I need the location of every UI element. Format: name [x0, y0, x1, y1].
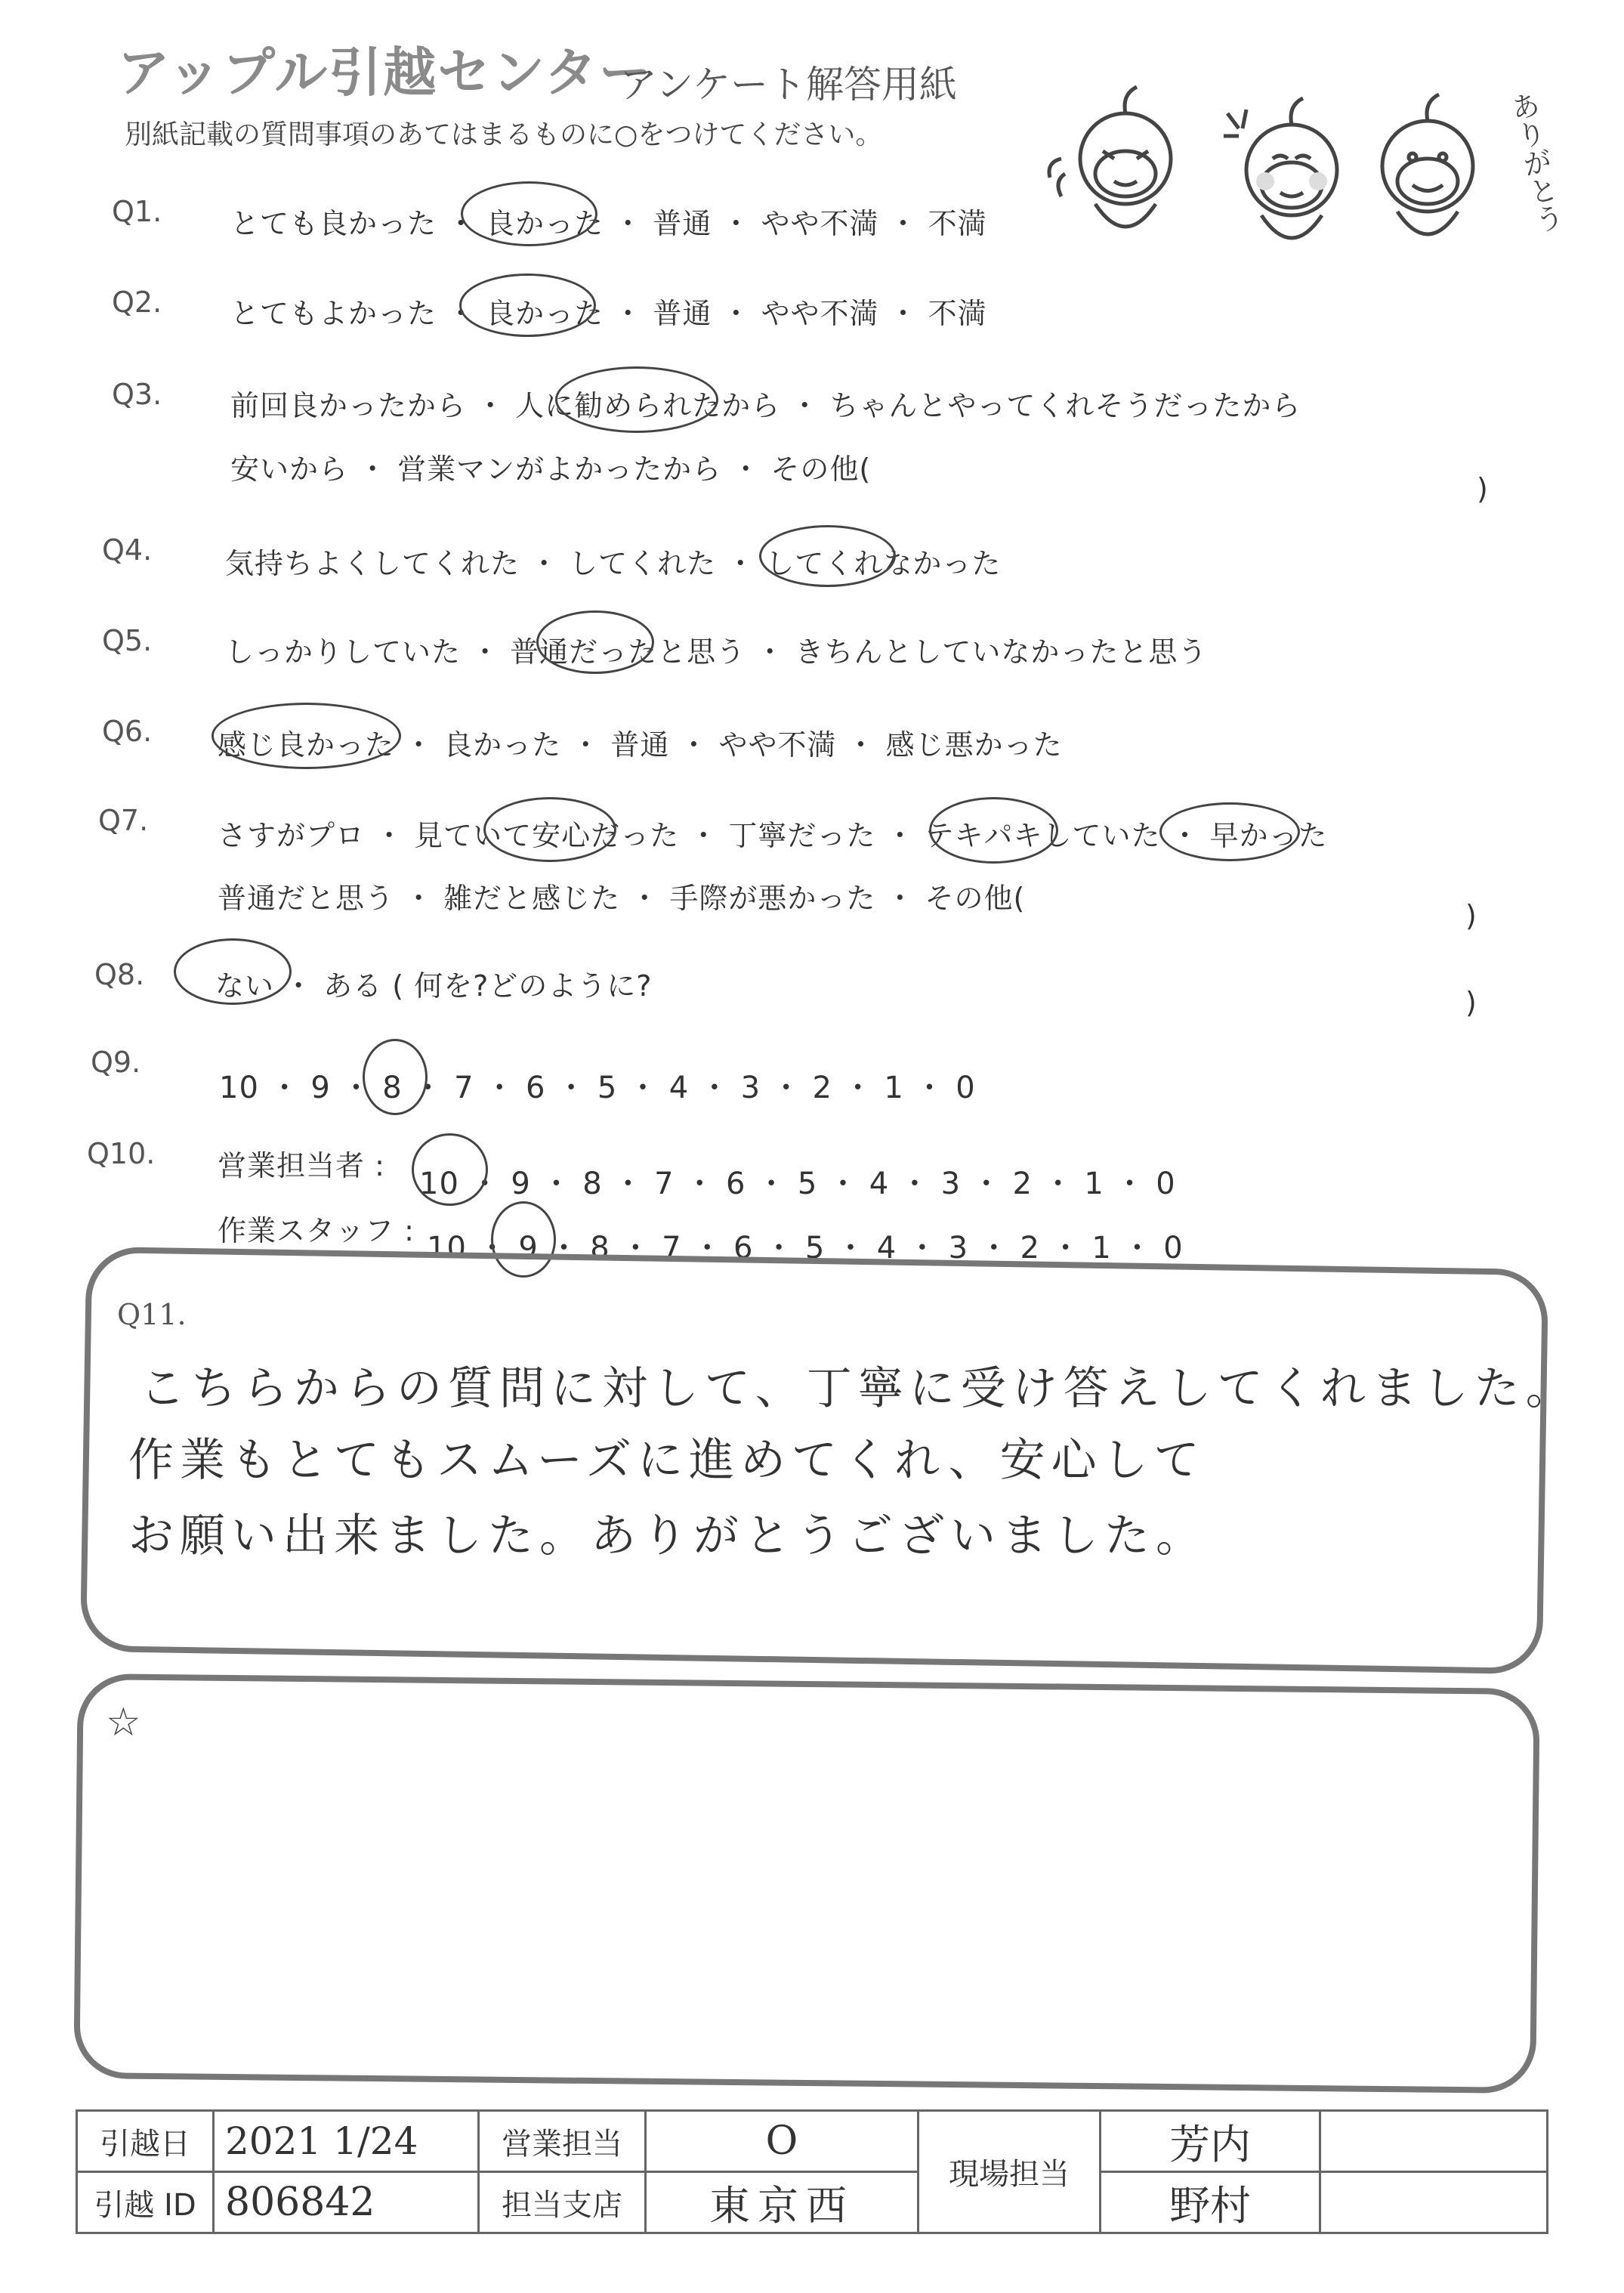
q6-label: Q6. — [102, 715, 153, 748]
sales-rep-value: O — [646, 2111, 919, 2172]
move-date-label: 引越日 — [77, 2111, 214, 2172]
q8-close-paren: ) — [1465, 986, 1477, 1019]
q2-selection-mark — [459, 273, 596, 337]
star-icon: ☆ — [106, 1700, 141, 1745]
q7-selection-mark-2 — [929, 797, 1058, 864]
q11-answer-line-1: こちらからの質問に対して、丁寧に受け答えしてくれました。 — [140, 1362, 1577, 1415]
q5-selection-mark — [536, 610, 654, 674]
q7-close-paren: ) — [1465, 899, 1477, 932]
mascot-illustration — [1042, 68, 1526, 287]
company-title: アップル引越センター — [117, 42, 653, 104]
q2-label: Q2. — [112, 286, 162, 319]
q10-staff-scale: 10 ・ 9 ・ 8 ・ 7 ・ 6 ・ 5 ・ 4 ・ 3 ・ 2 ・ 1 ・ 0 — [427, 1231, 1184, 1265]
move-date-value: 2021 1/24 — [214, 2111, 479, 2172]
q8-options: ない ・ ある ( 何を?どのように? — [215, 969, 653, 1003]
thanks-text: ありがとう — [1503, 88, 1567, 236]
q10-sales-label: 営業担当者 : — [218, 1149, 385, 1182]
instruction-text: 別紙記載の質問事項のあてはまるものに○をつけてください。 — [125, 119, 883, 150]
q1-label: Q1. — [112, 195, 162, 228]
q3-selection-mark — [555, 366, 718, 433]
field-rep-value-1: 芳内 — [1101, 2111, 1320, 2172]
move-id-value: 806842 — [214, 2172, 479, 2233]
branch-value: 東京西 — [646, 2172, 919, 2233]
q7-label: Q7. — [98, 804, 149, 837]
q9-selection-mark — [363, 1039, 428, 1115]
q4-label: Q4. — [102, 533, 153, 567]
info-table — [76, 2109, 1548, 2234]
q1-options: とても良かった ・ 良かった ・ 普通 ・ やや不満 ・ 不満 — [230, 207, 987, 240]
field-rep-empty-1 — [1320, 2111, 1548, 2172]
field-rep-label: 現場担当 — [919, 2111, 1101, 2233]
q5-options: しっかりしていた ・ 普通だったと思う ・ きちんとしていなかったと思う — [225, 635, 1208, 669]
q6-selection-mark — [211, 703, 401, 769]
sales-rep-label: 営業担当 — [479, 2111, 646, 2172]
q11-answer-line-3: お願い出来ました。ありがとうございました。 — [128, 1510, 1207, 1562]
q7-selection-mark-1 — [483, 797, 616, 862]
form-name: アンケート解答用紙 — [619, 63, 957, 107]
field-rep-empty-2 — [1320, 2172, 1548, 2233]
q7-options-line1: さすがプロ ・ 見ていて安心だった ・ 丁寧だった ・ テキパキしていた ・ 早かった — [218, 819, 1328, 852]
q2-options: とてもよかった ・ 良かった ・ 普通 ・ やや不満 ・ 不満 — [230, 297, 987, 330]
q7-options-line2: 普通だと思う ・ 雑だと感じた ・ 手際が悪かった ・ その他( — [218, 882, 1026, 915]
q3-options-line2: 安いから ・ 営業マンがよかったから ・ その他( — [230, 453, 872, 486]
q4-selection-mark — [759, 525, 896, 587]
q10-staff-label: 作業スタッフ : — [218, 1214, 415, 1247]
q11-answer-line-2: 作業もとてもスムーズに進めてくれ、安心して — [128, 1434, 1206, 1487]
q11-label: Q11. — [117, 1298, 187, 1331]
q1-selection-mark — [461, 181, 597, 246]
q5-label: Q5. — [102, 624, 153, 657]
q10-sales-selection-mark — [412, 1133, 488, 1206]
q6-options: 感じ良かった ・ 良かった ・ 普通 ・ やや不満 ・ 感じ悪かった — [218, 728, 1063, 762]
move-id-label: 引越 ID — [77, 2172, 214, 2233]
q7-selection-mark-3 — [1159, 802, 1300, 861]
q8-label: Q8. — [94, 958, 145, 991]
q10-sales-scale: 10 ・ 9 ・ 8 ・ 7 ・ 6 ・ 5 ・ 4 ・ 3 ・ 2 ・ 1 ・ 0 — [419, 1167, 1176, 1201]
star-box — [73, 1673, 1540, 2094]
field-rep-value-2: 野村 — [1101, 2172, 1320, 2233]
q3-close-paren: ) — [1477, 472, 1488, 505]
q8-selection-mark — [174, 938, 292, 1005]
q4-options: 気持ちよくしてくれた ・ してくれた ・ してくれなかった — [225, 547, 1002, 580]
q3-label: Q3. — [112, 378, 162, 411]
q9-scale: 10 ・ 9 ・ 8 ・ 7 ・ 6 ・ 5 ・ 4 ・ 3 ・ 2 ・ 1 ・ 0 — [219, 1071, 976, 1105]
q9-label: Q9. — [91, 1046, 141, 1079]
branch-label: 担当支店 — [479, 2172, 646, 2233]
q3-options-line1: 前回良かったから ・ 人に勧められたから ・ ちゃんとやってくれそうだったから — [230, 389, 1301, 422]
q10-label: Q10. — [87, 1137, 156, 1170]
